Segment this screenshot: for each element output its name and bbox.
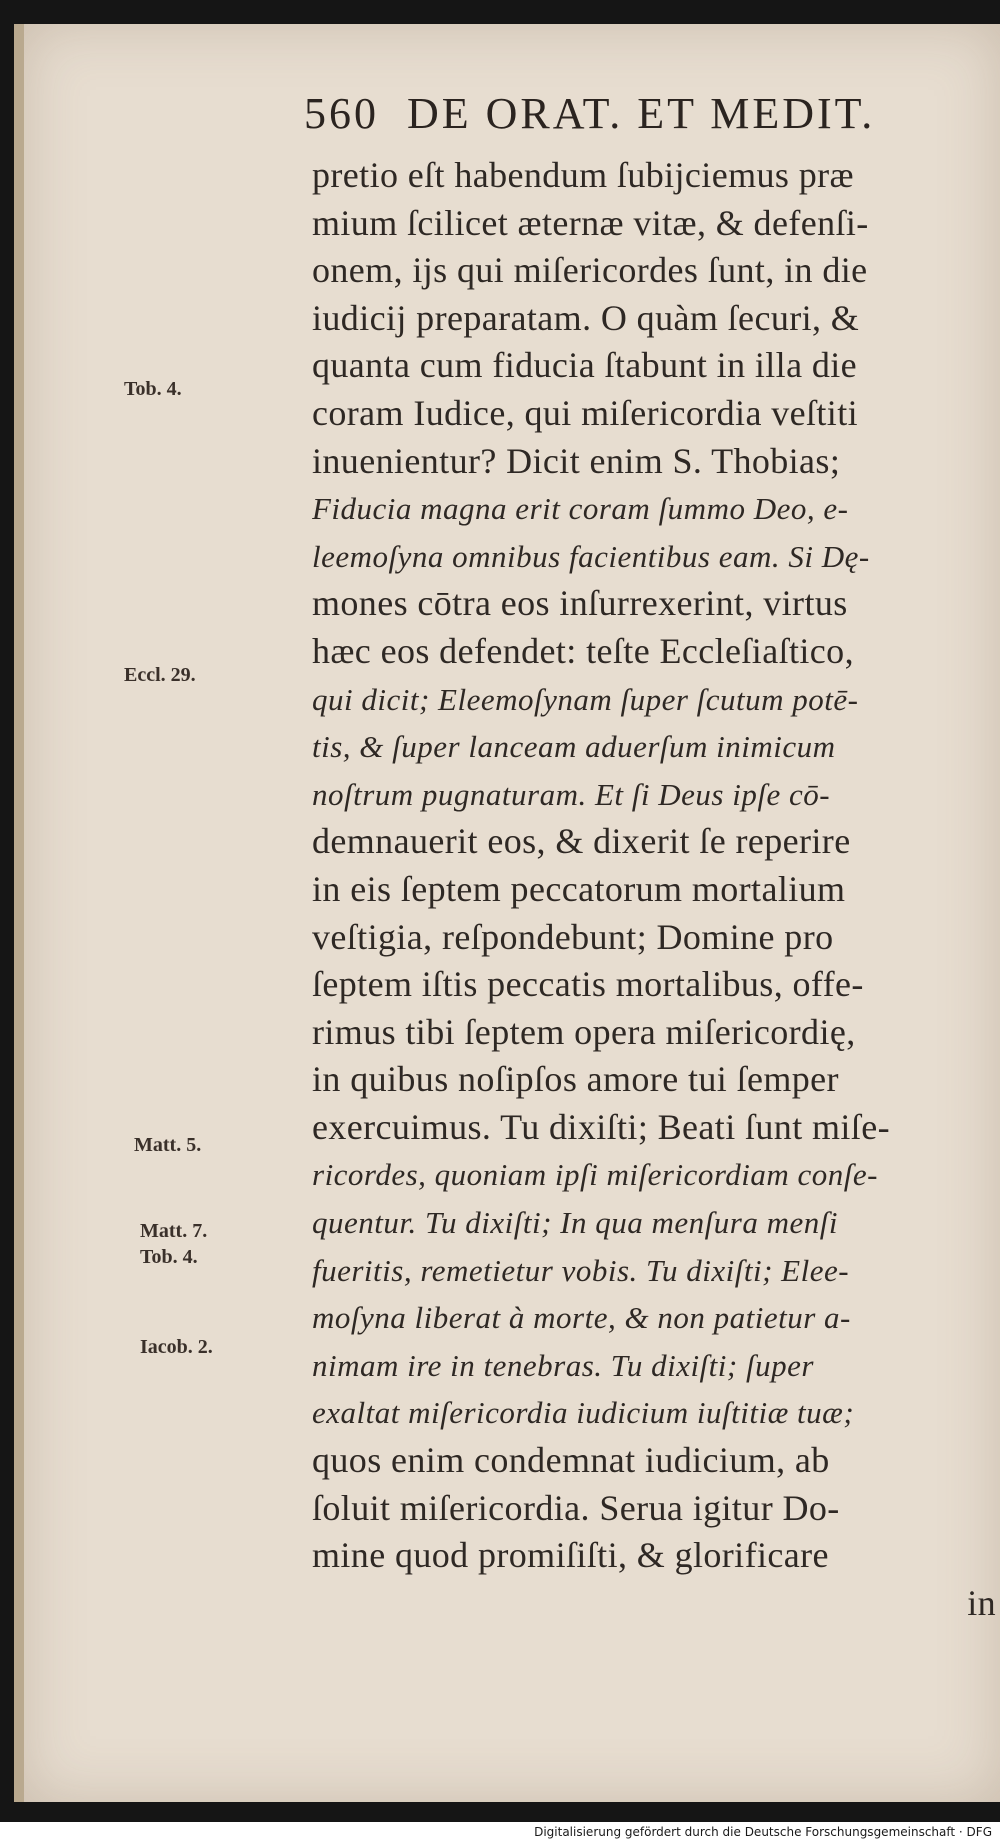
- text-line-italic: ricordes, quoniam ipſi miſericordiam conſe-: [312, 1157, 878, 1193]
- text-line-italic: tis, & ſuper lanceam aduerſum inimicum: [312, 729, 836, 765]
- text-line-italic: fueritis, remetietur vobis. Tu dixiſti; Elee-: [312, 1252, 850, 1288]
- text-line: hæc eos defendet: teſte Eccleſiaſtico,: [312, 630, 854, 671]
- text-line: rimus tibi ſeptem opera miſericordię,: [312, 1011, 856, 1052]
- text-line-italic: qui dicit; Eleemoſynam ſuper ſcutum potē-: [312, 681, 859, 717]
- dfg-credit-text: Digitalisierung gefördert durch die Deutsche Forschungsgemeinschaft · DFG: [534, 1825, 992, 1839]
- page-body-text: [312, 152, 996, 1627]
- margin-note-iacob-2: Iacob. 2.: [140, 1336, 213, 1358]
- page-number: 560: [304, 89, 379, 138]
- catchword: in: [967, 1582, 996, 1623]
- text-line: onem, ijs qui miſericordes ſunt, in die: [312, 250, 868, 291]
- text-line: veſtigia, reſpondebunt; Domine pro: [312, 916, 834, 957]
- digitization-footer: [0, 1822, 1000, 1844]
- margin-note-matt-7: Matt. 7.: [140, 1220, 208, 1242]
- margin-note-tob-4: Tob. 4.: [124, 378, 182, 400]
- text-line: demnauerit eos, & dixerit ſe reperire: [312, 821, 851, 862]
- text-line: mones cōtra eos inſurrexerint, virtus: [312, 583, 848, 624]
- book-page: [14, 24, 1000, 1802]
- text-line-italic: moſyna liberat à morte, & non patietur a-: [312, 1300, 851, 1336]
- text-line-italic: Fiducia magna erit coram ſummo Deo, e-: [312, 491, 849, 527]
- text-line: ſeptem iſtis peccatis mortalibus, offe-: [312, 964, 864, 1005]
- text-line: exercuimus. Tu dixiſti; Beati ſunt miſe-: [312, 1106, 890, 1147]
- text-line: inuenientur? Dicit enim S. Thobias;: [312, 440, 841, 481]
- text-line-italic: noſtrum pugnaturam. Et ſi Deus ipſe cō-: [312, 776, 831, 812]
- text-line: in quibus noſipſos amore tui ſemper: [312, 1059, 839, 1100]
- text-line: in eis ſeptem peccatorum mortalium: [312, 868, 846, 909]
- text-line: ſoluit miſericordia. Serua igitur Do-: [312, 1487, 840, 1528]
- text-line: quanta cum fiducia ſtabunt in illa die: [312, 345, 858, 386]
- running-header: [304, 88, 964, 139]
- text-line-italic: exaltat miſericordia iudicium iuſtitiæ tuæ;: [312, 1395, 855, 1431]
- margin-note-matt-5: Matt. 5.: [134, 1134, 202, 1156]
- text-line: mium ſcilicet æternæ vitæ, & defenſi-: [312, 202, 869, 243]
- margin-note-tob-4b: Tob. 4.: [140, 1246, 198, 1268]
- text-line-italic: nimam ire in tenebras. Tu dixiſti; ſuper: [312, 1347, 814, 1383]
- text-line: iudicij preparatam. O quàm ſecuri, &: [312, 297, 860, 338]
- margin-note-eccl-29: Eccl. 29.: [124, 664, 196, 686]
- text-line: mine quod promiſiſti, & glorificare: [312, 1535, 829, 1576]
- text-line: coram Iudice, qui miſericordia veſtiti: [312, 392, 859, 433]
- text-line: pretio eſt habendum ſubijciemus præ: [312, 155, 854, 195]
- text-line-italic: quentur. Tu dixiſti; In qua menſura menſi: [312, 1205, 838, 1241]
- running-title: DE ORAT. ET MEDIT.: [407, 89, 876, 138]
- text-line-italic: leemoſyna omnibus facientibus eam. Si Dę-: [312, 538, 870, 574]
- text-line: quos enim condemnat iudicium, ab: [312, 1440, 830, 1481]
